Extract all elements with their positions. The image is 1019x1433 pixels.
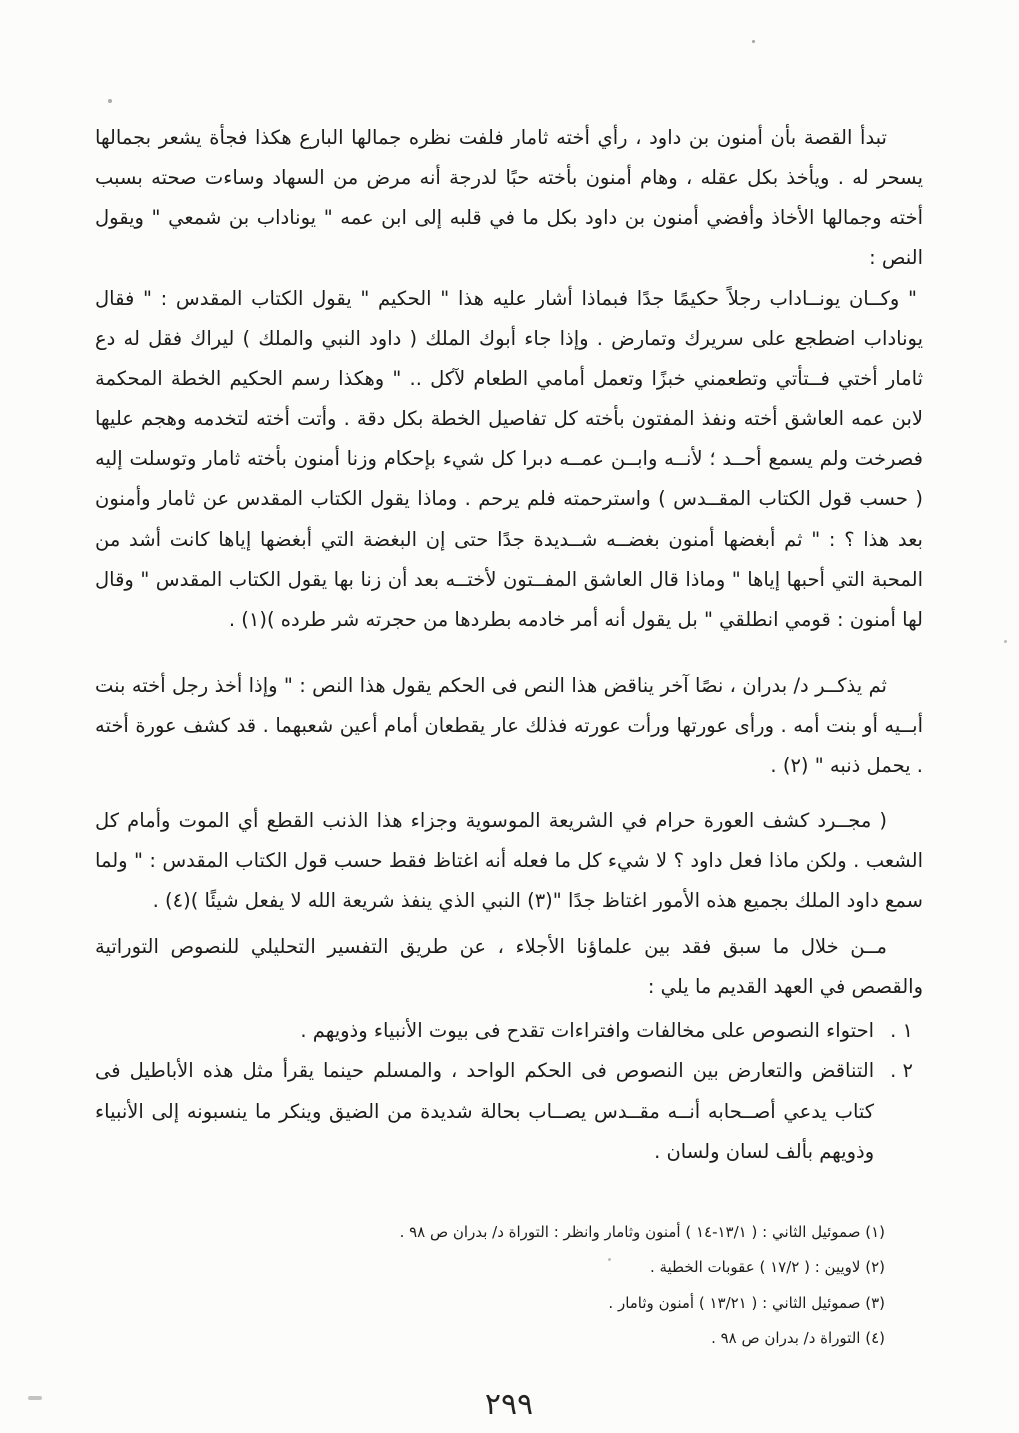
list-item-marker: ٢ . xyxy=(890,1059,913,1083)
list-item-marker: ١ . xyxy=(890,1019,913,1043)
footnote-3: (٣) صموئيل الثاني : ( ١٣/٢١ ) أمنون وثامار . xyxy=(608,1293,885,1312)
scan-artifact xyxy=(1004,640,1007,643)
paragraph-3: ثم يذكــر د/ بدران ، نصًا آخر يناقض هذا النص فى الحكم يقول هذا النص : " وإذا أخذ رجل أخته بنت أبــيه أو بنت أمه . ورأى عورتها ورأت عورته فذلك عار يقطعان أمام أعين شعبهما . قد كشف عورة أخته . يحمل ذنبه " (٢) . xyxy=(95,674,923,778)
list-item-text: التناقض والتعارض بين النصوص فى الحكم الواحد ، والمسلم حينما يقرأ مثل هذه الأباطيل فى كتاب يدعي أصــحابه أنــه مقــدس يصــاب بحالة شديدة من الضيق وينكر ما ينسبونه إلى الأنبياء وذويهم بألف لسان ولسان . xyxy=(95,1059,875,1163)
scan-artifact xyxy=(28,1396,42,1400)
paragraph-5: مــن خلال ما سبق فقد بين علماؤنا الأجلاء ، عن طريق التفسير التحليلي للنصوص التوراتية والقصص في العهد القديم ما يلي : xyxy=(95,934,923,999)
footnote-2: (٢) لاويين : ( ١٧/٢ ) عقوبات الخطية . xyxy=(649,1258,885,1277)
paragraph-2: " وكــان يونــاداب رجلاً حكيمًا جدًا فبماذا أشار عليه هذا " الحكيم " يقول الكتاب المقدس : " فقال يوناداب اضطجع على سريرك وتمارض . وإذا جاء أبوك الملك ( داود النبي والملك ) ليراك فقل له دع ثامار أختي فــتأتي وتطعمني خبزًا وتعمل أمامي الطعام لآكل .. " وهكذا رسم الحكيم الخطة المحكمة لابن عمه العاشق أخته ونفذ المفتون بأخته كل تفاصيل الخطة بكل دقة . وأتت أخته لتخدمه وهجم عليها فصرخت ولم يسمع أحــد ؛ لأنــه وابــن عمــه دبرا كل شيء بإحكام وزنا أمنون بأخته ثامار وتوسلت إليه ( حسب قول الكتاب المقــدس ) واسترحمته فلم يرحم . وماذا يقول الكتاب المقدس عن ثامار وأمنون بعد هذا ؟ : " ثم أبغضها أمنون بغضــه شــديدة جدًا حتى إن البغضة التي أبغضها إياها كانت أشد من المحبة التي أحبها إياها " وماذا قال العاشق المفــتون لأختــه بعد أن زنا بها يقول الكتاب المقدس " وقال لها أمنون : قومي انطلقي " بل يقول أنه أمر خادمه بطردها من حجرته شر طرده )(١) . xyxy=(95,286,923,631)
paragraph-4: ( مجــرد كشف العورة حرام في الشريعة الموسوية وجزاء هذا الذنب القطع أي الموت وأمام كل الشعب . ولكن ماذا فعل داود ؟ لا شيء كل ما فعله أنه اغتاظ فقط حسب قول الكتاب المقدس : " ولما سمع داود الملك بجميع هذه الأمور اغتاظ جدًا "(٣) النبي الذي ينفذ شريعة الله لا يفعل شيئًا )(٤) . xyxy=(95,808,923,912)
footnote-4: (٤) التوراة د/ بدران ص ٩٨ . xyxy=(711,1329,885,1348)
list-item-2 xyxy=(95,1051,923,1171)
list-item-text: احتواء النصوص على مخالفات وافتراءات تقدح فى بيوت الأنبياء وذويهم . xyxy=(300,1019,875,1043)
list-item-1 xyxy=(95,1011,923,1051)
page-content xyxy=(95,118,923,1422)
footnotes-section xyxy=(95,1218,923,1353)
page-number: ٢٩٩ xyxy=(484,1386,534,1422)
scan-artifact xyxy=(608,1258,611,1261)
numbered-list xyxy=(95,1011,923,1172)
paragraph-1: تبدأ القصة بأن أمنون بن داود ، رأي أخته ثامار فلفت نظره جمالها البارع هكذا فجأة يشعر بجمالها يسحر له . ويأخذ بكل عقله ، وهام أمنون بأخته حبًا لدرجة أنه مرض من السهاد وساءت صحته بسبب أخته وجمالها الأخاذ وأفضي أمنون بن داود بكل ما في قلبه إلى ابن عمه " يوناداب بن شمعي " ويقول النص : xyxy=(95,126,923,270)
footnote-1: (١) صموئيل الثاني : ( ١٣/١-١٤ ) أمنون وثامار وانظر : التوراة د/ بدران ص ٩٨ . xyxy=(399,1222,885,1241)
scan-artifact xyxy=(752,40,755,43)
scan-artifact xyxy=(108,99,112,103)
